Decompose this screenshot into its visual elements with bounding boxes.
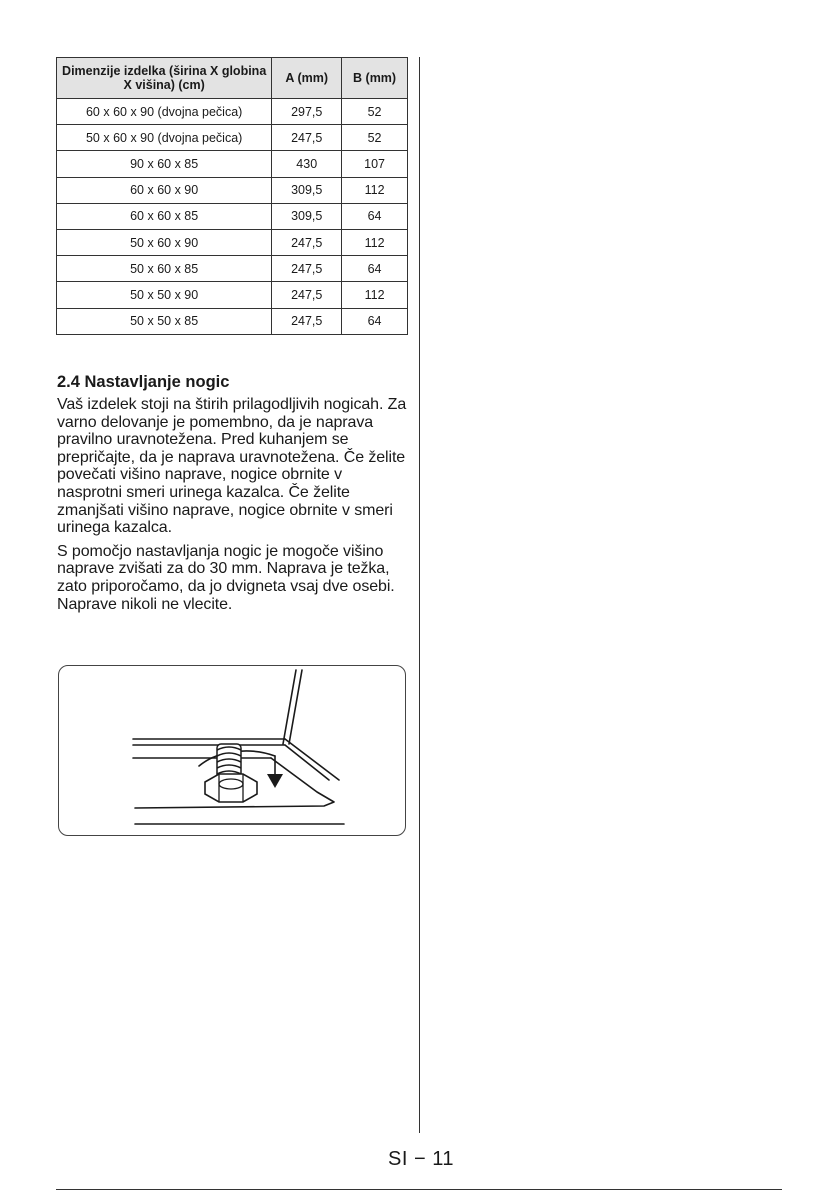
- page-number: SI − 11: [388, 1148, 454, 1170]
- table-row: [57, 151, 408, 177]
- cell-a: 247,5: [272, 308, 342, 334]
- header-a-mm: A (mm): [272, 58, 342, 99]
- cell-a: 247,5: [272, 256, 342, 282]
- paragraph: S pomočjo nastavljanja nogic je mogoče višino naprave zvišati za do 30 mm. Naprava je težka, zato priporočamo, da jo dvigneta vsaj dve osebi. Naprave nikoli ne vlecite.: [57, 542, 395, 613]
- dimensions-table: [56, 57, 408, 335]
- cell-dimensions: 50 x 50 x 85: [57, 308, 272, 334]
- cell-b: 112: [342, 282, 408, 308]
- cell-b: 52: [342, 125, 408, 151]
- cell-b: 64: [342, 256, 408, 282]
- cell-dimensions: 50 x 60 x 90 (dvojna pečica): [57, 125, 272, 151]
- cell-b: 52: [342, 99, 408, 125]
- header-b-mm: B (mm): [342, 58, 408, 99]
- table-row: [57, 203, 408, 229]
- cell-b: 107: [342, 151, 408, 177]
- cell-b: 64: [342, 203, 408, 229]
- cell-dimensions: 90 x 60 x 85: [57, 151, 272, 177]
- table-header-row: [57, 58, 408, 99]
- cell-b: 112: [342, 229, 408, 255]
- table-row: [57, 125, 408, 151]
- foot-adjustment-figure: [58, 665, 406, 836]
- cell-dimensions: 60 x 60 x 85: [57, 203, 272, 229]
- cell-b: 64: [342, 308, 408, 334]
- leveling-section: [57, 373, 407, 619]
- cell-a: 247,5: [272, 125, 342, 151]
- table-row: [57, 177, 408, 203]
- cell-dimensions: 50 x 50 x 90: [57, 282, 272, 308]
- header-dimensions: Dimenzije izdelka (širina X globina X višina) (cm): [57, 58, 272, 99]
- cell-dimensions: 50 x 60 x 85: [57, 256, 272, 282]
- footer-rule: [56, 1189, 782, 1190]
- table-row: [57, 99, 408, 125]
- cell-dimensions: 50 x 60 x 90: [57, 229, 272, 255]
- cell-a: 430: [272, 151, 342, 177]
- cell-b: 112: [342, 177, 408, 203]
- cell-a: 247,5: [272, 282, 342, 308]
- column-divider: [419, 57, 420, 1133]
- table-row: [57, 229, 408, 255]
- table-row: [57, 308, 408, 334]
- cell-dimensions: 60 x 60 x 90: [57, 177, 272, 203]
- dimensions-table-container: [56, 57, 408, 335]
- section-heading: 2.4 Nastavljanje nogic: [57, 373, 230, 391]
- table-row: [57, 256, 408, 282]
- cell-a: 309,5: [272, 177, 342, 203]
- table-row: [57, 282, 408, 308]
- cell-a: 309,5: [272, 203, 342, 229]
- cell-a: 247,5: [272, 229, 342, 255]
- paragraph: Vaš izdelek stoji na štirih prilagodljivih nogicah. Za varno delovanje je pomembno, da je naprava pravilno uravnotežena. Pred kuhanjem se prepričajte, da je naprava uravnotežena. Če želite povečati višino naprave, nogice obrnite v nasprotni smeri urinega kazalca. Če želite zmanjšati višino naprave, nogice obrnite v smeri urinega kazalca.: [57, 396, 407, 537]
- cell-a: 297,5: [272, 99, 342, 125]
- adjustable-foot-icon: [59, 666, 406, 836]
- cell-dimensions: 60 x 60 x 90 (dvojna pečica): [57, 99, 272, 125]
